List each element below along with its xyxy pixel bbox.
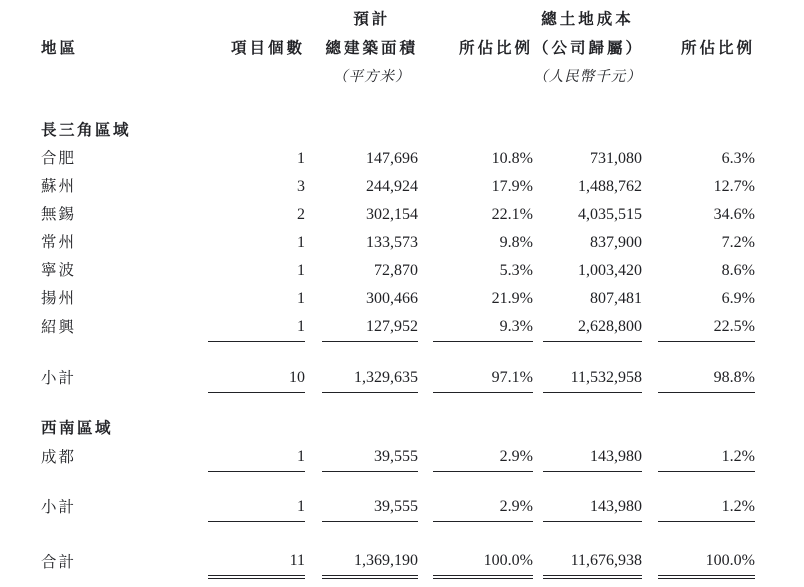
region-cell: 揚州 — [41, 290, 77, 307]
cost-cell: 731,080 — [590, 150, 642, 167]
section-label: 長三角區域 — [41, 122, 132, 139]
project-count-cell: 1 — [208, 313, 305, 342]
region-cell: 成都 — [41, 448, 77, 466]
gfa-cell: 39,555 — [305, 443, 418, 472]
pct-cost-cell: 12.7% — [713, 178, 755, 195]
project-count-cell: 1 — [297, 290, 305, 307]
table-row — [41, 257, 804, 285]
gfa-cell: 300,466 — [366, 290, 418, 307]
pct-gfa-cell: 2.9% — [418, 443, 533, 472]
table-header — [41, 5, 804, 92]
cost-cell: 11,532,958 — [533, 364, 642, 393]
pct-cost-cell: 1.2% — [642, 493, 755, 522]
table-row — [41, 443, 804, 471]
subtotal-label: 小計 — [41, 369, 77, 387]
region-cell: 蘇州 — [41, 178, 77, 195]
subtotal-label: 小計 — [41, 498, 77, 516]
project-count-cell: 1 — [297, 262, 305, 279]
region-cell: 合肥 — [41, 150, 77, 167]
cost-cell: 837,900 — [590, 234, 642, 251]
gfa-cell: 147,696 — [366, 150, 418, 167]
project-count-cell: 1 — [297, 150, 305, 167]
section-row — [41, 117, 804, 145]
cost-cell: 4,035,515 — [578, 206, 642, 223]
header-project-count-label: 項目個數 — [230, 40, 305, 57]
project-count-cell: 3 — [297, 178, 305, 195]
gfa-cell: 133,573 — [366, 234, 418, 251]
cost-cell: 143,980 — [533, 493, 642, 522]
pct-cost-cell: 22.5% — [642, 313, 755, 342]
project-count-cell: 1 — [208, 493, 305, 522]
pct-gfa-cell: 22.1% — [491, 206, 533, 223]
cost-cell: 2,628,800 — [533, 313, 642, 342]
cost-cell: 1,488,762 — [578, 178, 642, 195]
gfa-cell: 1,369,190 — [305, 547, 418, 579]
header-land-cost-line1: 總土地成本 — [541, 11, 634, 28]
pct-gfa-cell: 9.8% — [499, 234, 533, 251]
section-row — [41, 415, 804, 443]
gfa-cell: 127,952 — [305, 313, 418, 342]
header-gfa-line2: 總建築面積 — [325, 40, 418, 57]
header-gfa — [305, 5, 418, 92]
header-land-cost-unit: （人民幣千元） — [533, 69, 642, 85]
header-project-count — [208, 5, 305, 92]
total-row — [41, 547, 804, 575]
total-label: 合計 — [41, 554, 77, 571]
header-pct-cost-label: 所佔比例 — [680, 40, 755, 57]
header-land-cost — [533, 5, 645, 92]
pct-cost-cell: 6.3% — [721, 150, 755, 167]
pct-gfa-cell: 17.9% — [491, 178, 533, 195]
pct-gfa-cell: 100.0% — [418, 547, 533, 579]
region-cell: 常州 — [41, 234, 77, 251]
table-row — [41, 173, 804, 201]
pct-cost-cell: 7.2% — [721, 234, 755, 251]
region-cell: 無錫 — [41, 206, 77, 223]
header-land-cost-line2: （公司歸屬） — [533, 40, 645, 57]
table-row — [41, 229, 804, 257]
header-gfa-line1: 預計 — [353, 11, 391, 28]
cost-cell: 11,676,938 — [533, 547, 642, 579]
header-pct-gfa — [418, 5, 533, 92]
pct-cost-cell: 8.6% — [721, 262, 755, 279]
cost-cell: 807,481 — [590, 290, 642, 307]
cost-cell: 143,980 — [533, 443, 642, 472]
cost-cell: 1,003,420 — [578, 262, 642, 279]
pct-cost-cell: 98.8% — [642, 364, 755, 393]
pct-cost-cell: 100.0% — [642, 547, 755, 579]
project-count-cell: 11 — [208, 547, 305, 579]
project-count-cell: 1 — [208, 443, 305, 472]
gfa-cell: 244,924 — [366, 178, 418, 195]
project-count-cell: 2 — [297, 206, 305, 223]
gfa-cell: 302,154 — [366, 206, 418, 223]
header-pct-gfa-label: 所佔比例 — [458, 40, 533, 57]
pct-gfa-cell: 2.9% — [418, 493, 533, 522]
section-label: 西南區域 — [41, 420, 114, 437]
header-gfa-unit: （平方米） — [332, 69, 411, 85]
pct-gfa-cell: 97.1% — [418, 364, 533, 393]
table-row — [41, 201, 804, 229]
pct-gfa-cell: 5.3% — [499, 262, 533, 279]
region-cell: 寧波 — [41, 262, 77, 279]
pct-cost-cell: 34.6% — [713, 206, 755, 223]
subtotal-row — [41, 493, 804, 521]
project-count-cell: 1 — [297, 234, 305, 251]
pct-cost-cell: 6.9% — [721, 290, 755, 307]
header-pct-cost — [642, 5, 755, 92]
table-row — [41, 313, 804, 341]
table-row — [41, 285, 804, 313]
pct-cost-cell: 1.2% — [642, 443, 755, 472]
header-region — [41, 5, 208, 92]
header-region-label: 地區 — [41, 40, 79, 57]
table-row — [41, 145, 804, 173]
pct-gfa-cell: 10.8% — [491, 150, 533, 167]
project-count-cell: 10 — [208, 364, 305, 393]
pct-gfa-cell: 21.9% — [491, 290, 533, 307]
gfa-cell: 39,555 — [305, 493, 418, 522]
subtotal-row — [41, 364, 804, 392]
region-cell: 紹興 — [41, 318, 77, 336]
pct-gfa-cell: 9.3% — [418, 313, 533, 342]
gfa-cell: 72,870 — [374, 262, 418, 279]
gfa-cell: 1,329,635 — [305, 364, 418, 393]
